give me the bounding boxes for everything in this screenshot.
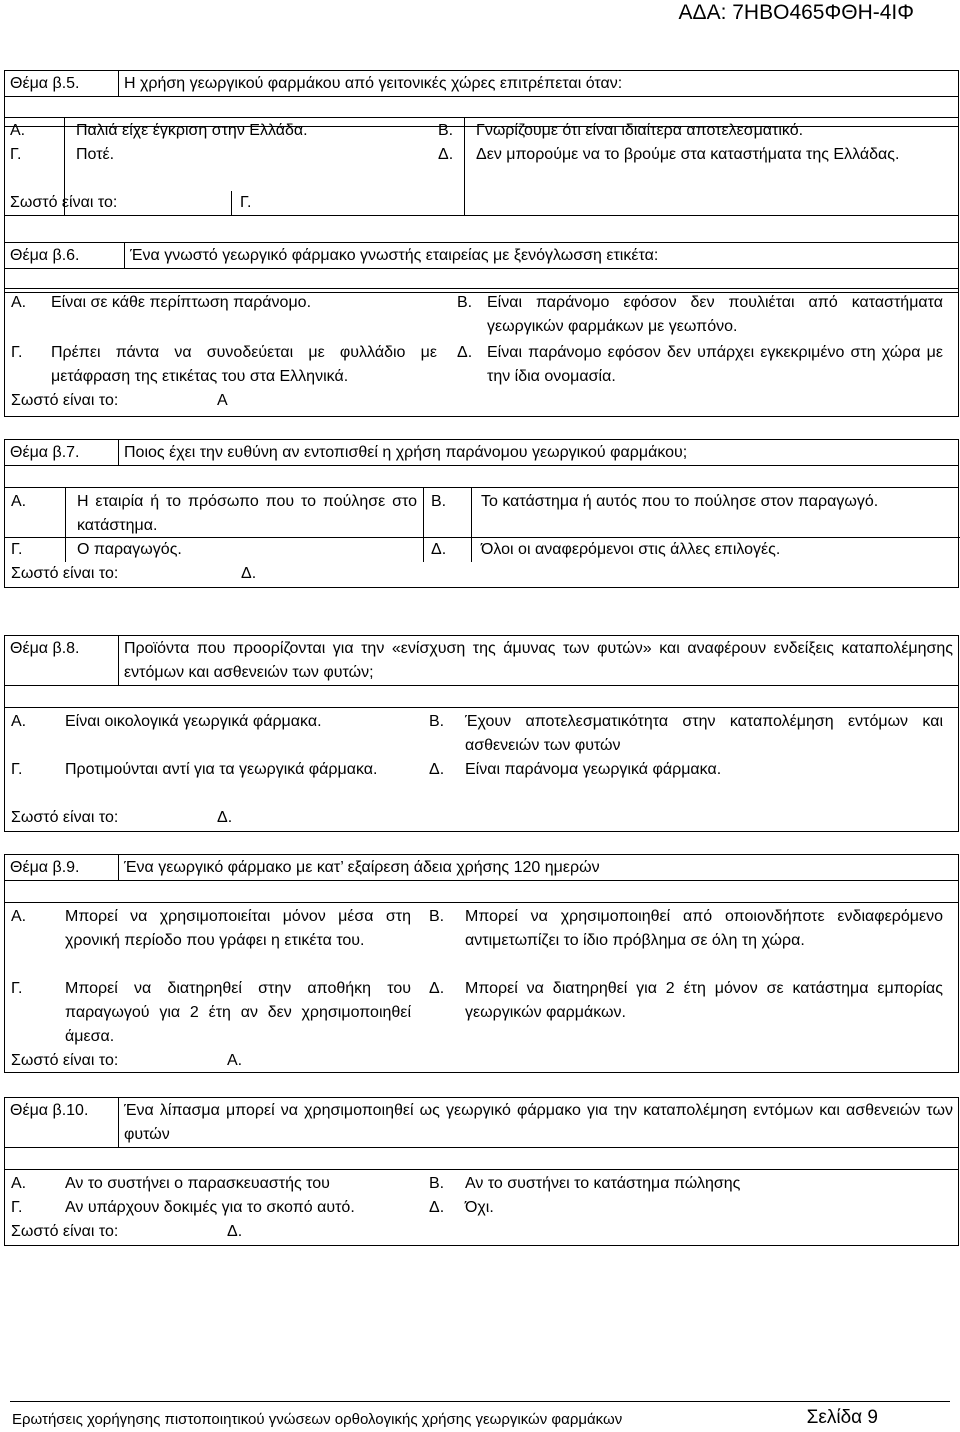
option-d-text: Όλοι οι αναφερόμενοι στις άλλες επιλογές. bbox=[481, 541, 781, 558]
option-b-label: Β. bbox=[438, 122, 454, 139]
option-b-label: Β. bbox=[431, 493, 447, 510]
option-b-text: Γνωρίζουμε ότι είναι ιδιαίτερα αποτελεσματικό. bbox=[476, 122, 804, 139]
question-b7 bbox=[4, 439, 959, 582]
answer-value: Δ. bbox=[241, 565, 257, 582]
option-a-label: Α. bbox=[11, 908, 27, 925]
option-c-text: Αν υπάρχουν δοκιμές για το σκοπό αυτό. bbox=[65, 1199, 355, 1216]
option-c-text: Ποτέ. bbox=[76, 146, 115, 163]
option-d-label: Δ. bbox=[457, 344, 473, 361]
spacer-row bbox=[5, 686, 959, 708]
answer-label: Σωστό είναι το: bbox=[11, 392, 119, 409]
option-a-text: Παλιά είχε έγκριση στην Ελλάδα. bbox=[76, 122, 308, 139]
question-text: Προϊόντα που προορίζονται για την «ενίσχυση της άμυνας των φυτών» και αναφέρουν ενδείξεις καταπολέμησης εντόμων και ασθενειών των φυτών; bbox=[119, 636, 959, 686]
option-a-label: Α. bbox=[11, 493, 27, 510]
question-b10 bbox=[4, 1097, 959, 1240]
document-id: ΑΔΑ: 7ΗΒΟ465ΦΘΗ-4ΙΦ bbox=[678, 1, 914, 24]
option-b-label: Β. bbox=[457, 294, 473, 311]
spacer-row bbox=[5, 269, 959, 289]
option-b-text: Είναι παράνομο εφόσον δεν πουλιέται από καταστήματα γεωργικών φαρμάκων με γεωπόνο. bbox=[487, 294, 943, 335]
spacer-row bbox=[5, 881, 959, 903]
option-b-label: Β. bbox=[429, 713, 445, 730]
question-b9 bbox=[4, 854, 959, 1069]
question-b5 bbox=[4, 70, 959, 211]
option-b-label: Β. bbox=[429, 1175, 445, 1192]
question-text: Ποιος έχει την ευθύνη αν εντοπισθεί η χρήση παράνομου γεωργικού φαρμάκου; bbox=[119, 440, 959, 466]
option-c-text: Προτιμούνται αντί για τα γεωργικά φάρμακα. bbox=[65, 761, 378, 778]
footer-divider bbox=[10, 1401, 950, 1402]
question-number: Θέμα β.6. bbox=[5, 243, 125, 269]
spacer-row bbox=[5, 1148, 959, 1170]
question-number: Θέμα β.5. bbox=[5, 71, 119, 97]
question-b6 bbox=[4, 242, 959, 409]
answer-label: Σωστό είναι το: bbox=[11, 1223, 119, 1240]
option-c-label: Γ. bbox=[11, 344, 23, 361]
option-a-label: Α. bbox=[11, 1175, 27, 1192]
option-d-text: Δεν μπορούμε να το βρούμε στα καταστήματα της Ελλάδας. bbox=[476, 146, 900, 163]
option-c-label: Γ. bbox=[11, 541, 23, 558]
option-d-text: Είναι παράνομα γεωργικά φάρμακα. bbox=[465, 761, 722, 778]
option-d-label: Δ. bbox=[429, 980, 445, 997]
option-c-label: Γ. bbox=[10, 146, 22, 163]
answer-value: Α. bbox=[227, 1052, 243, 1069]
option-c-text: Πρέπει πάντα να συνοδεύεται με φυλλάδιο με μετάφραση της ετικέτας του στα Ελληνικά. bbox=[51, 344, 437, 385]
option-c-label: Γ. bbox=[11, 761, 23, 778]
question-text: Ένα λίπασμα μπορεί να χρησιμοποιηθεί ως γεωργικό φάρμακο για την καταπολέμηση εντόμων και ασθενειών των φυτών bbox=[119, 1098, 959, 1148]
question-number: Θέμα β.9. bbox=[5, 855, 119, 881]
answer-label: Σωστό είναι το: bbox=[11, 565, 119, 582]
option-d-text: Μπορεί να διατηρηθεί για 2 έτη μόνον σε κατάστημα εμπορίας γεωργικών φαρμάκων. bbox=[465, 980, 943, 1021]
answer-label: Σωστό είναι το: bbox=[11, 809, 119, 826]
option-a-text: Είναι οικολογικά γεωργικά φάρμακα. bbox=[65, 713, 322, 730]
option-a-label: Α. bbox=[11, 713, 27, 730]
question-number: Θέμα β.8. bbox=[5, 636, 119, 686]
option-d-text: Είναι παράνομο εφόσον δεν υπάρχει εγκεκριμένο στη χώρα με την ίδια ονομασία. bbox=[487, 344, 943, 385]
question-number: Θέμα β.7. bbox=[5, 440, 119, 466]
option-a-text: Είναι σε κάθε περίπτωση παράνομο. bbox=[51, 294, 312, 311]
question-text: Ένα γεωργικό φάρμακο με κατ’ εξαίρεση άδεια χρήσης 120 ημερών bbox=[119, 855, 959, 881]
option-b-text: Έχουν αποτελεσματικότητα στην καταπολέμηση εντόμων και ασθενειών των φυτών bbox=[465, 713, 943, 754]
option-a-text: Μπορεί να χρησιμοποιείται μόνον μέσα στη χρονική περίοδο που γράφει η ετικέτα του. bbox=[65, 908, 411, 949]
option-a-label: Α. bbox=[10, 122, 26, 139]
option-c-label: Γ. bbox=[11, 1199, 23, 1216]
option-b-label: Β. bbox=[429, 908, 445, 925]
option-c-text: Ο παραγωγός. bbox=[77, 541, 182, 558]
option-d-label: Δ. bbox=[431, 541, 447, 558]
option-d-label: Δ. bbox=[438, 146, 454, 163]
question-text: Ένα γνωστό γεωργικό φάρμακο γνωστής εταιρείας με ξενόγλωσση ετικέτα: bbox=[125, 243, 959, 269]
option-a-text: Αν το συστήνει ο παρασκευαστής του bbox=[65, 1175, 330, 1192]
spacer-row bbox=[5, 466, 959, 488]
question-number: Θέμα β.10. bbox=[5, 1098, 119, 1148]
option-a-label: Α. bbox=[11, 294, 27, 311]
answer-value: Γ. bbox=[240, 194, 252, 211]
answer-label: Σωστό είναι το: bbox=[10, 194, 118, 211]
option-a-text: Η εταιρία ή το πρόσωπο που το πούλησε στο κατάστημα. bbox=[77, 493, 417, 534]
footer-title: Ερωτήσεις χορήγησης πιστοποιητικού γνώσεων ορθολογικής χρήσης γεωργικών φαρμάκων bbox=[12, 1411, 623, 1428]
question-b8 bbox=[4, 635, 959, 826]
answer-value: Δ. bbox=[227, 1223, 243, 1240]
option-b-text: Το κατάστημα ή αυτός που το πούλησε στον παραγωγό. bbox=[481, 493, 879, 510]
option-c-label: Γ. bbox=[11, 980, 23, 997]
option-d-text: Όχι. bbox=[465, 1199, 494, 1216]
option-d-label: Δ. bbox=[429, 1199, 445, 1216]
option-b-text: Αν το συστήνει το κατάστημα πώλησης bbox=[465, 1175, 741, 1192]
answer-label: Σωστό είναι το: bbox=[11, 1052, 119, 1069]
question-text: Η χρήση γεωργικού φαρμάκου από γειτονικές χώρες επιτρέπεται όταν: bbox=[119, 71, 959, 97]
answer-value: Δ. bbox=[217, 809, 233, 826]
page-number: Σελίδα 9 bbox=[806, 1407, 878, 1428]
answer-value: Α bbox=[217, 392, 228, 409]
option-c-text: Μπορεί να διατηρηθεί στην αποθήκη του παραγωγού για 2 έτη αν δεν χρησιμοποιηθεί άμεσα. bbox=[65, 980, 411, 1045]
option-b-text: Μπορεί να χρησιμοποιηθεί από οποιονδήποτε ενδιαφερόμενο αντιμετωπίζει το ίδιο πρόβλημα σε όλη τη χώρα. bbox=[465, 908, 943, 949]
option-d-label: Δ. bbox=[429, 761, 445, 778]
